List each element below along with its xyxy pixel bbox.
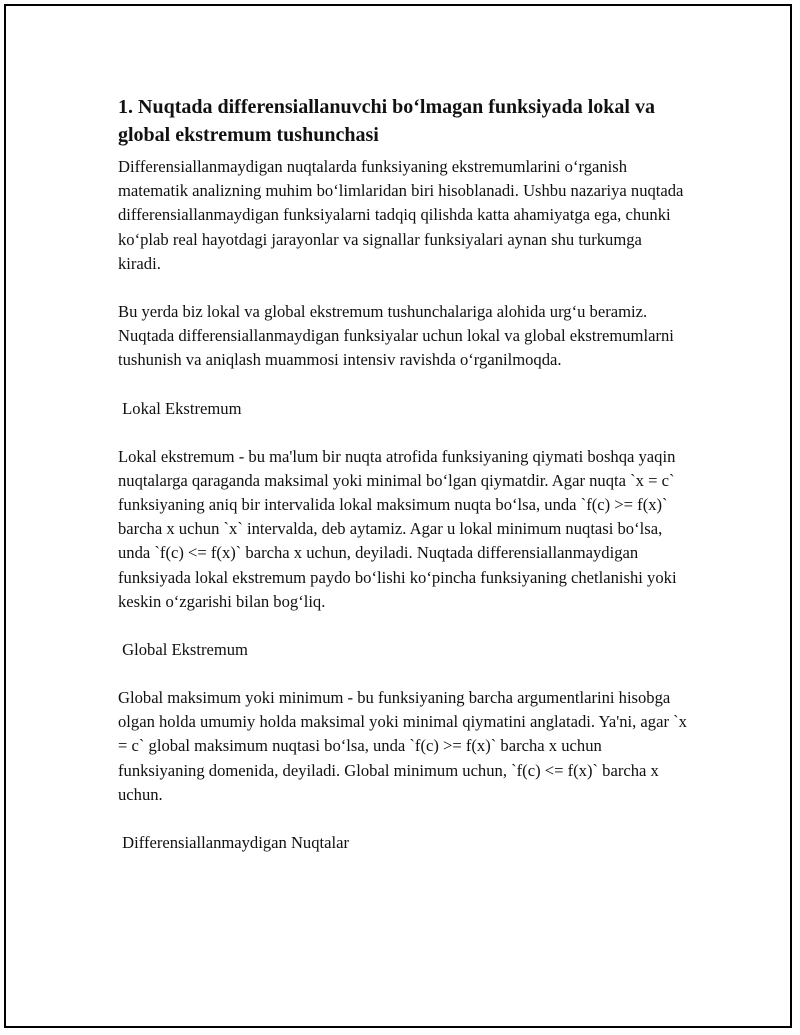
section-heading: 1. Nuqtada differensiallanuvchi bo‘lmagan funksiyada lokal va global ekstremum tushunchasi (118, 96, 655, 146)
local-extremum-subheading: Lokal Ekstremum (118, 398, 242, 418)
nondifferentiable-points-subheading: Differensiallanmaydigan Nuqtalar (118, 833, 349, 853)
document-body (118, 93, 688, 879)
focus-paragraph: Bu yerda biz lokal va global ekstremum tushunchalariga alohida urg‘u beramiz. Nuqtada differensiallanmaydigan funksiyalar uchun lokal va global ekstremumlarni tushunish va aniqlash muammosi intensiv ravishda o‘rganilmoqda. (118, 302, 674, 370)
global-extremum-paragraph: Global maksimum yoki minimum - bu funksiyaning barcha argumentlarini hisobga olgan holda umumiy holda maksimal yoki minimal qiymatini anglatadi. Ya'ni, agar `x = c` global maksimum nuqtasi bo‘lsa, unda `f(c) >= f(x)` barcha x uchun funksiyaning domenida, deyiladi. Global minimum uchun, `f(c) <= f(x)` barcha x uchun. (118, 688, 687, 804)
intro-paragraph: Differensiallanmaydigan nuqtalarda funksiyaning ekstremumlarini o‘rganish matematik analizning muhim bo‘limlaridan biri hisoblanadi. Ushbu nazariya nuqtada differensiallanmaydigan funksiyalarni tadqiq qilishda katta ahamiyatga ega, chunki ko‘plab real hayotdagi jarayonlar va signallar funksiyalari aynan shu turkumga kiradi. (118, 157, 684, 273)
global-extremum-subheading: Global Ekstremum (118, 640, 248, 660)
local-extremum-paragraph: Lokal ekstremum - bu ma'lum bir nuqta atrofida funksiyaning qiymati boshqa yaqin nuqtalarga qaraganda maksimal yoki minimal bo‘lgan qiymatdir. Agar nuqta `x = c` funksiyaning aniq bir intervalida lokal maksimum nuqta bo‘lsa, unda `f(c) >= f(x)` barcha x uchun `x` intervalda, deb aytamiz. Agar u lokal minimum nuqtasi bo‘lsa, unda `f(c) <= f(x)` barcha x uchun, deyiladi. Nuqtada differensiallanmaydigan funksiyada lokal ekstremum paydo bo‘lishi ko‘pincha funksiyaning chetlanishi yoki keskin o‘zgarishi bilan bog‘liq. (118, 446, 677, 611)
